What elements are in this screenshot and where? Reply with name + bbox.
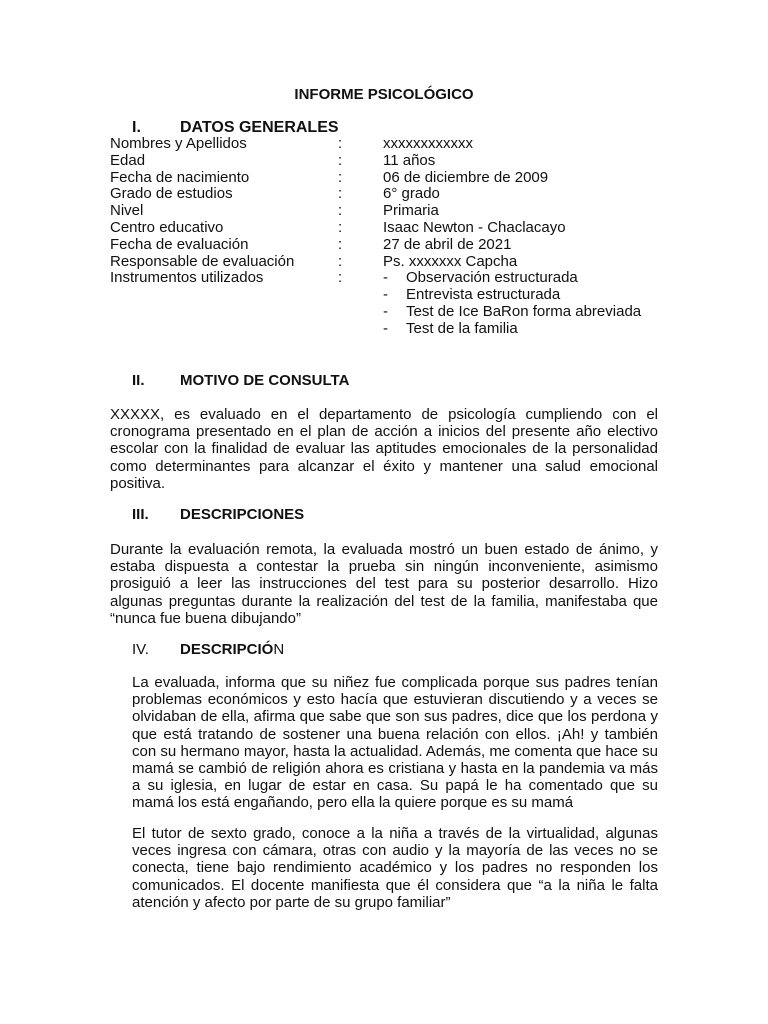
section-label (180, 641, 284, 658)
instrumentos-list (383, 270, 641, 337)
datos-value: 27 de abril de 2021 (383, 235, 512, 253)
datos-generales-table (110, 136, 641, 338)
section-label-tail: N (273, 641, 285, 658)
section-label: DATOS GENERALES (180, 119, 339, 136)
motivo-paragraph: XXXXX, es evaluado en el departamento de psicología cumpliendo con el cronograma presentado en el plan de acción a inicios del presente año electivo escolar con la finalidad de evaluar las aptitudes emocionales de la personalidad como determinantes para alcanzar el éxito y mantener una salud emocional positiva. (110, 406, 658, 492)
section-label: MOTIVO DE CONSULTA (180, 372, 350, 389)
datos-key: Instrumentos utilizados (110, 269, 264, 287)
datos-key: Edad (110, 151, 146, 169)
datos-row-centro (110, 220, 641, 237)
section-label-bold: DESCRIPCIÓ (180, 641, 274, 658)
descripciones-paragraph: Durante la evaluación remota, la evaluada mostró un buen estado de ánimo, y estaba dispuesta a contestar la prueba sin ningún inconveniente, asimismo prosiguió a leer las instrucciones del test para su posterior desarrollo. Hizo algunas preguntas durante la realización del test de la familia, manifestaba que “nunca fue buena dibujando” (110, 541, 658, 627)
datos-key: Grado de estudios (110, 185, 233, 203)
descripcion-paragraph-2: El tutor de sexto grado, conoce a la niña a través de la virtualidad, algunas veces ingresa con cámara, otras con audio y la mayoría de las veces no se conecta, tiene bajo rendimiento académico y los padres no responden los comunicados. El docente manifiesta que él considera que “a la niña le falta atención y afecto por parte de su grupo familiar” (132, 825, 658, 911)
datos-key: Nombres y Apellidos (110, 135, 247, 152)
datos-sep: : (338, 135, 343, 152)
list-item (383, 287, 641, 304)
datos-sep: : (338, 202, 343, 220)
datos-key: Fecha de nacimiento (110, 168, 250, 186)
datos-key: Fecha de evaluación (110, 235, 249, 253)
list-item (383, 270, 641, 287)
section-number: II. (132, 372, 145, 389)
list-item-label: Test de la familia (406, 319, 518, 337)
datos-row-nivel (110, 203, 641, 220)
list-item-label: Observación estructurada (406, 269, 578, 287)
datos-value: Primaria (383, 202, 439, 220)
list-item (383, 304, 641, 321)
list-item-label: Entrevista estructurada (406, 286, 561, 304)
descripcion-paragraph-1: La evaluada, informa que su niñez fue complicada porque sus padres tenían problemas económicos y esto hacía que estuvieran discutiendo y a veces se olvidaban de ella, afirma que sabe que son sus padres, dice que los perdona y que está tratando de sostener una buena relación con ellos. ¡Ah! y también con su hermano mayor, hasta la actualidad. Además, me comenta que hace su mamá se cambió de religión ahora es cristiana y hasta en la pandemia va más a su iglesia, en lugar de estar en casa. Su papá le ha comentado que su mamá los está engañando, pero ella la quiere porque es su mamá (132, 674, 658, 812)
datos-row-nombres (110, 136, 641, 153)
list-item (383, 321, 641, 338)
datos-value: 11 años (383, 151, 436, 169)
section-number: III. (132, 506, 149, 523)
datos-value (383, 270, 641, 337)
section-number: I. (132, 119, 141, 136)
datos-row-fecha-evaluacion (110, 237, 641, 254)
section-label: DESCRIPCIONES (180, 506, 305, 523)
list-dash: - (383, 302, 388, 320)
report-title: INFORME PSICOLÓGICO (294, 86, 474, 103)
datos-row-instrumentos (110, 270, 641, 337)
datos-value: 06 de diciembre de 2009 (383, 168, 549, 186)
datos-row-edad (110, 153, 641, 170)
section-number: IV. (132, 641, 149, 658)
datos-row-grado (110, 186, 641, 203)
datos-value: Ps. xxxxxxx Capcha (383, 252, 518, 270)
list-dash: - (383, 286, 388, 304)
datos-row-fecha-nacimiento (110, 170, 641, 187)
datos-value: Isaac Newton - Chaclacayo (383, 218, 566, 236)
datos-sep: : (338, 252, 343, 270)
datos-sep: : (338, 185, 343, 203)
list-dash: - (383, 269, 388, 287)
datos-sep: : (338, 151, 343, 169)
list-item-label: Test de Ice BaRon forma abreviada (406, 302, 642, 320)
datos-key: Nivel (110, 202, 144, 220)
datos-sep: : (338, 218, 343, 236)
datos-key: Centro educativo (110, 218, 224, 236)
datos-key: Responsable de evaluación (110, 252, 295, 270)
datos-value: xxxxxxxxxxxx (383, 135, 473, 152)
list-dash: - (383, 319, 388, 337)
datos-sep: : (338, 269, 343, 287)
datos-value: 6° grado (383, 185, 440, 203)
datos-row-responsable (110, 254, 641, 271)
datos-sep: : (338, 235, 343, 253)
datos-sep: : (338, 168, 343, 186)
